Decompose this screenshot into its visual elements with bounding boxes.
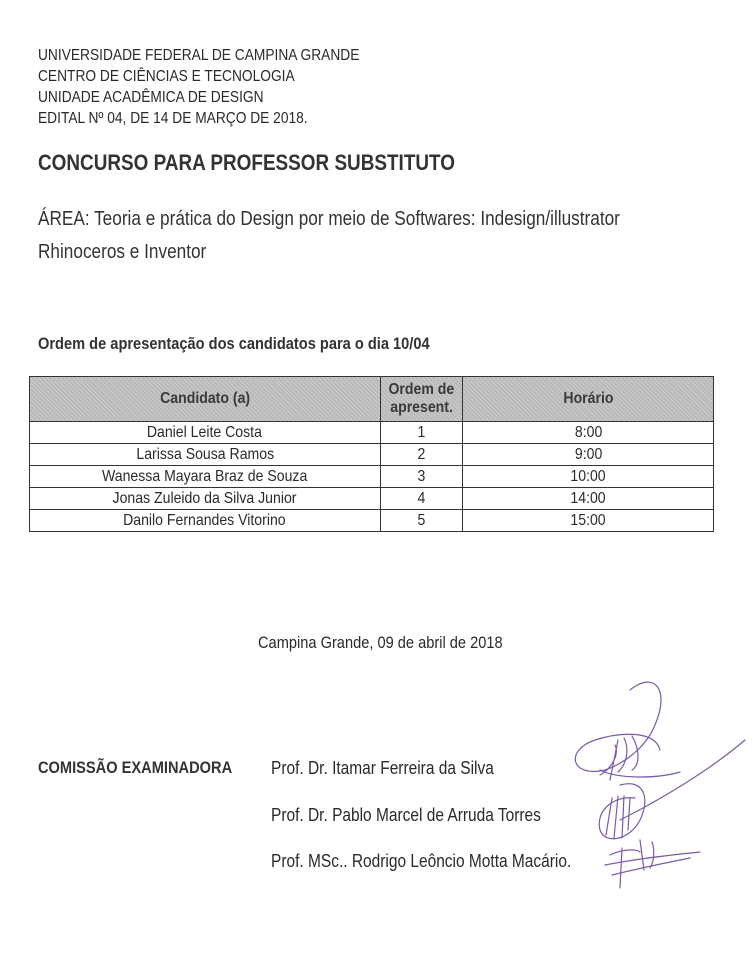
candidate-order: 3 bbox=[380, 466, 463, 488]
university-name: UNIVERSIDADE FEDERAL DE CAMPINA GRANDE bbox=[38, 47, 360, 64]
signature-stroke bbox=[600, 736, 638, 780]
signature-stroke bbox=[620, 840, 654, 888]
header-order: Ordem de apresent. bbox=[380, 377, 463, 422]
area-line-1: ÁREA: Teoria e prática do Design por meio de Softwares: Indesign/illustrator bbox=[38, 208, 620, 230]
signature-stroke bbox=[575, 682, 661, 771]
committee-label: COMISSÃO EXAMINADORA bbox=[38, 758, 233, 777]
candidate-name: Danilo Fernandes Vitorino bbox=[30, 510, 381, 532]
candidate-name: Wanessa Mayara Braz de Souza bbox=[30, 466, 381, 488]
candidate-order: 5 bbox=[380, 510, 463, 532]
header-candidate: Candidato (a) bbox=[30, 377, 381, 422]
candidate-time: 15:00 bbox=[463, 510, 714, 532]
candidate-order: 2 bbox=[380, 444, 463, 466]
handwritten-signatures bbox=[560, 670, 750, 890]
document-title: CONCURSO PARA PROFESSOR SUBSTITUTO bbox=[38, 150, 455, 175]
place-and-date: Campina Grande, 09 de abril de 2018 bbox=[258, 633, 503, 652]
table-row bbox=[30, 444, 714, 466]
committee-member: Prof. MSc.. Rodrigo Leôncio Motta Macário. bbox=[271, 851, 572, 871]
signature-stroke bbox=[620, 740, 745, 820]
center-name: CENTRO DE CIÊNCIAS E TECNOLOGIA bbox=[38, 68, 295, 85]
table-row bbox=[30, 488, 714, 510]
committee-member: Prof. Dr. Pablo Marcel de Arruda Torres bbox=[271, 805, 541, 825]
candidate-order: 1 bbox=[380, 422, 463, 444]
candidate-time: 8:00 bbox=[463, 422, 714, 444]
area-description bbox=[38, 203, 715, 269]
table-header-row bbox=[30, 377, 714, 422]
header-time: Horário bbox=[463, 377, 714, 422]
unit-name: UNIDADE ACADÊMICA DE DESIGN bbox=[38, 89, 264, 106]
table-row bbox=[30, 466, 714, 488]
candidate-order: 4 bbox=[380, 488, 463, 510]
edital-reference: EDITAL Nº 04, DE 14 DE MARÇO DE 2018. bbox=[38, 110, 308, 127]
institution-header bbox=[38, 45, 412, 129]
candidate-name: Larissa Sousa Ramos bbox=[30, 444, 381, 466]
table-row bbox=[30, 422, 714, 444]
schedule-subtitle: Ordem de apresentação dos candidatos para o dia 10/04 bbox=[38, 334, 430, 353]
schedule-table bbox=[29, 376, 714, 532]
area-line-2: Rhinoceros e Inventor bbox=[38, 241, 207, 263]
table-row bbox=[30, 510, 714, 532]
committee-member: Prof. Dr. Itamar Ferreira da Silva bbox=[271, 758, 494, 778]
candidate-time: 9:00 bbox=[463, 444, 714, 466]
candidate-name: Daniel Leite Costa bbox=[30, 422, 381, 444]
candidate-time: 10:00 bbox=[463, 466, 714, 488]
candidate-name: Jonas Zuleido da Silva Junior bbox=[30, 488, 381, 510]
candidate-time: 14:00 bbox=[463, 488, 714, 510]
